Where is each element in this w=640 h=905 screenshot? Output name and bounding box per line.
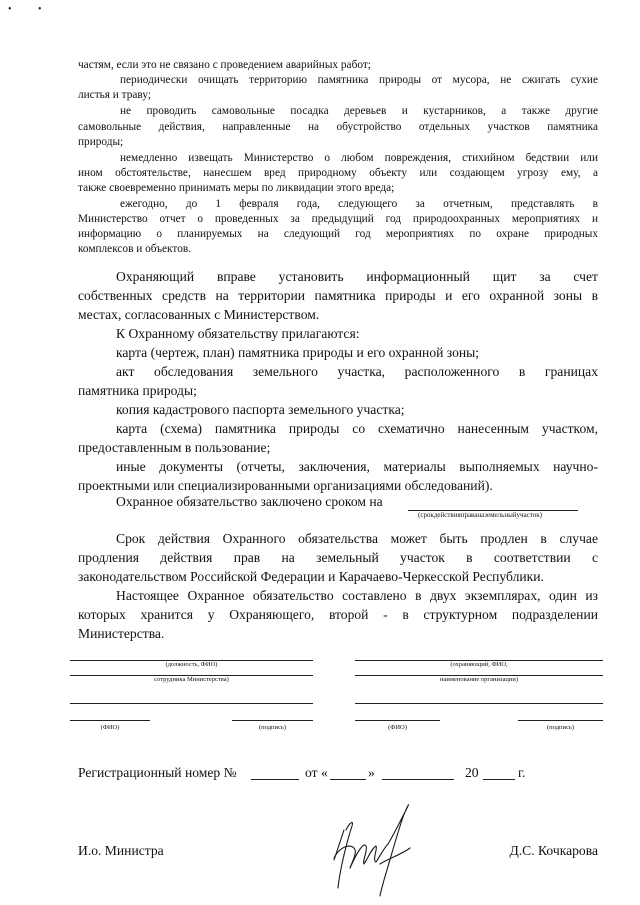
registration-month-blank	[382, 779, 454, 780]
extension-line2: продления действия прав на земельный участок в соответствии с	[78, 550, 598, 565]
duty-planting-line2: самовольные действия, направленные на обустройство отдельных участков памятника	[78, 121, 598, 133]
signatory-name: Д.С. Кочкарова	[509, 843, 598, 858]
attachment-scheme-line1: карта (схема) памятника природы со схематично нанесенным участком,	[116, 421, 598, 436]
copies-line1: Настоящее Охранное обязательство составлено в двух экземплярах, один из	[116, 588, 598, 603]
duty-report-line2: Министерство отчет о проведенных за предыдущий год природоохранных мероприятиях и	[78, 213, 598, 225]
registration-year-blank	[483, 779, 515, 780]
sig-right-fio-line	[355, 720, 440, 721]
attachment-map: карта (чертеж, план) памятника природы и его охранной зоны;	[116, 345, 480, 360]
duty-cleanup-line1: периодически очищать территорию памятника природы от мусора, не сжигать сухие	[120, 74, 598, 86]
extension-line3: законодательством Российской Федерации и Карачаево-Черкесской Республики.	[78, 569, 544, 584]
copies-line3: Министерства.	[78, 626, 165, 641]
sig-left-line-blank	[70, 703, 313, 704]
sig-right-org-caption: наименование организации)	[440, 676, 518, 683]
sig-right-position-caption: (охраняющий, ФИО,	[450, 661, 508, 668]
registration-number-blank	[251, 779, 299, 780]
extension-line1: Срок действия Охранного обязательства может быть продлен в случае	[116, 531, 598, 546]
registration-year-prefix: 20	[465, 765, 479, 780]
copies-line2: которых хранится у Охраняющего, второй - в структурном подразделении	[78, 607, 598, 622]
duty-planting-line3: природы;	[78, 136, 124, 148]
duty-notify-line2: ином обстоятельстве, нанесшем вред природному объекту или создающем угрозу ему, а	[78, 167, 598, 179]
attachment-act-line1: акт обследования земельного участка, расположенного в границах	[116, 364, 598, 379]
attachment-other-line2: проектными или специализированными организациями обследований).	[78, 478, 493, 493]
sig-left-fio-line	[70, 720, 150, 721]
attachment-other-line1: иные документы (отчеты, заключения, материалы выполняемых научно-	[116, 459, 598, 474]
duty-report-line1: ежегодно, до 1 февраля года, следующего за отчетным, представлять в	[120, 198, 598, 210]
registration-year-suffix: г.	[518, 765, 526, 780]
sig-right-sign-line	[518, 720, 603, 721]
signatory-position: И.о. Министра	[78, 843, 164, 858]
term-caption: (срокдействияправаназемельныйучасток)	[418, 511, 542, 519]
sig-left-sign-line	[232, 720, 313, 721]
duty-planting-line1: не проводить самовольные посадка деревьев и кустарников, а также другие	[120, 105, 598, 117]
term-text: Охранное обязательство заключено сроком на	[116, 494, 383, 509]
registration-label: Регистрационный номер №	[78, 765, 237, 780]
sig-right-fio-caption: (ФИО)	[388, 724, 407, 731]
sig-left-fio-caption: (ФИО)	[100, 724, 120, 731]
duty-notify-line1: немедленно извещать Министерство о любом повреждения, стихийном бедствии или	[120, 152, 598, 164]
duty-cleanup-line2: листья и траву;	[78, 89, 151, 101]
attachment-act-line2: памятника природы;	[78, 383, 197, 398]
attachment-cadastral: копия кадастрового паспорта земельного участка;	[116, 402, 405, 417]
duty-line-intro: частям, если это не связано с проведением аварийных работ;	[78, 59, 371, 71]
scan-marks: • •	[8, 4, 54, 15]
attachments-heading: К Охранному обязательству прилагаются:	[116, 326, 360, 341]
sig-left-position-caption: (должность, ФИО)	[165, 661, 218, 668]
attachment-scheme-line2: предоставленным в пользование;	[78, 440, 271, 455]
duty-notify-line3: также своевременно принимать меры по ликвидации этого вреда;	[78, 182, 395, 194]
duty-report-line4: комплексов и объектов.	[78, 243, 191, 255]
registration-from: от «	[305, 765, 328, 780]
shield-line1: Охраняющий вправе установить информационный щит за счет	[116, 269, 598, 284]
sig-right-line-blank	[355, 703, 603, 704]
duty-report-line3: информацию о планируемых на следующий год мероприятиях по охране природных	[78, 228, 598, 240]
sig-left-sign-caption: (подпись)	[259, 724, 286, 731]
sig-right-sign-caption: (подпись)	[547, 724, 574, 731]
registration-day-blank	[330, 779, 366, 780]
registration-quote-close: »	[368, 765, 375, 780]
sig-left-org-caption: сотрудника Министерства)	[154, 676, 229, 683]
shield-line3: местах, согласованных с Министерством.	[78, 307, 320, 322]
shield-line2: собственных средств на территории памятника природы и его охранной зоны в	[78, 288, 598, 303]
